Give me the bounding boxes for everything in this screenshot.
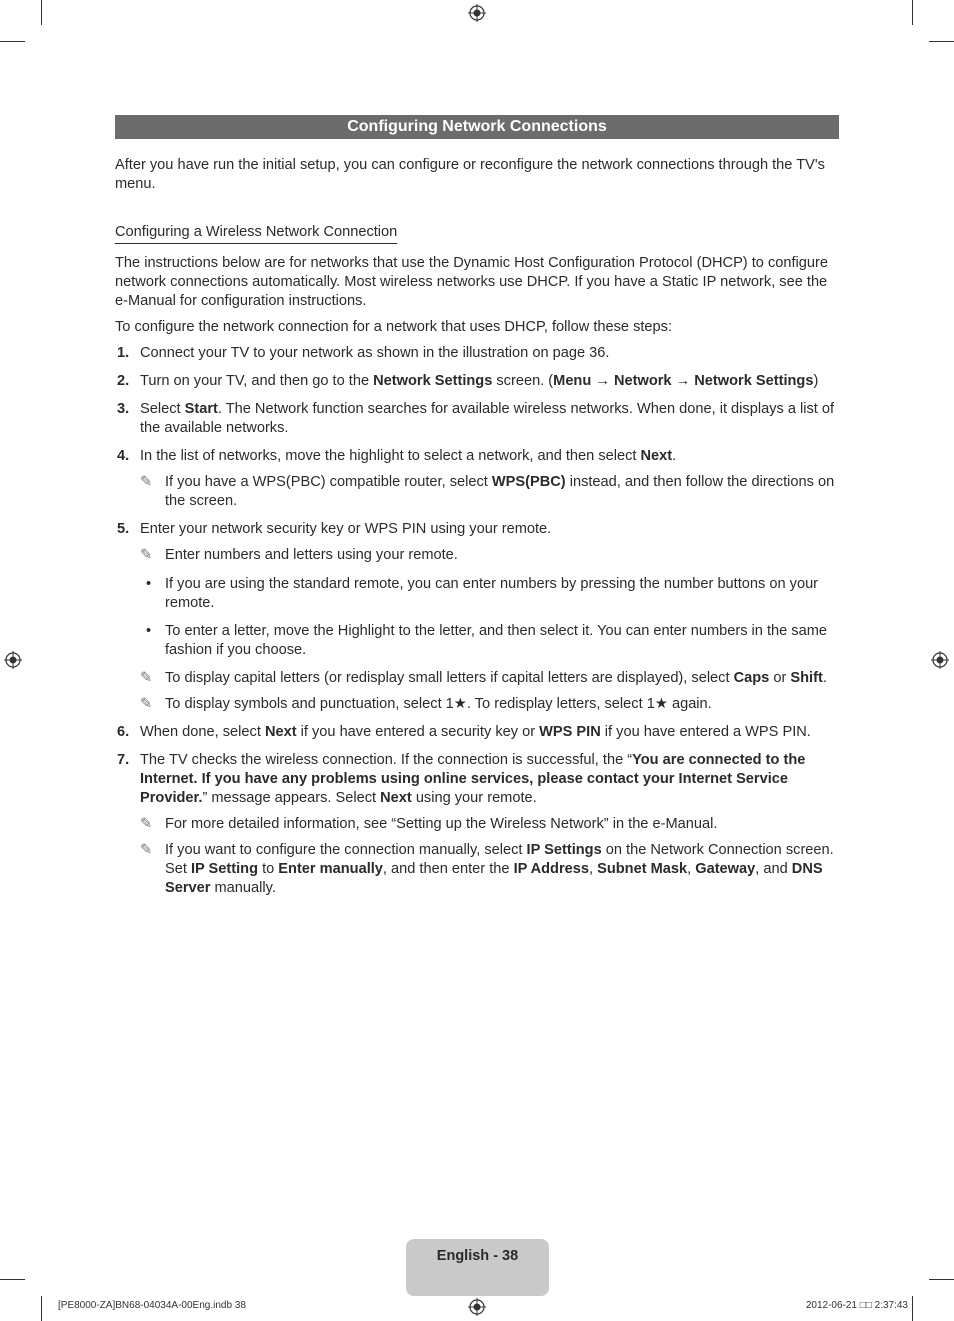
crop-mark [0, 41, 25, 42]
step-number: 5. [117, 521, 130, 537]
paragraph: To configure the network connection for a network that uses DHCP, follow these steps: [115, 319, 673, 335]
registration-mark-icon [4, 651, 22, 669]
crop-mark [912, 0, 913, 25]
registration-mark-icon [931, 651, 949, 669]
imprint-right: 2012-06-21 □□ 2:37:43 [805, 1300, 908, 1311]
step-number: 3. [117, 401, 130, 417]
step-text: Turn on your TV, and then go to the Network Settings screen. (Menu → Network → Network Settings) [140, 373, 819, 389]
step-item [115, 751, 841, 898]
note: ✎ For more detailed information, see “Setting up the Wireless Network” in the e-Manual. [140, 816, 718, 832]
star-icon: ★ [453, 696, 467, 712]
step-text: When done, select Next if you have entered a security key or WPS PIN if you have entered a WPS PIN. [140, 724, 811, 740]
pencil-note-icon: ✎ [140, 474, 153, 490]
pencil-note-icon: ✎ [140, 547, 153, 563]
imprint-left: [PE8000-ZA]BN68-04034A-00Eng.indb 38 [58, 1300, 246, 1311]
page-content [115, 156, 841, 907]
pencil-note-icon: ✎ [140, 816, 153, 832]
note: ✎ Enter numbers and letters using your remote. [140, 547, 458, 563]
step-item [115, 400, 841, 438]
step-number: 4. [117, 448, 130, 464]
pencil-note-icon: ✎ [140, 696, 153, 712]
note: ✎ If you have a WPS(PBC) compatible router, select WPS(PBC) instead, and then follow the directions on the screen. [140, 474, 835, 509]
step-item [115, 344, 841, 363]
crop-mark [0, 1279, 25, 1280]
bullet-item: • To enter a letter, move the Highlight to the letter, and then select it. You can enter numbers in the same fashion if you choose. [146, 623, 827, 658]
step-item [115, 447, 841, 511]
step-number: 1. [117, 345, 130, 361]
note: ✎ If you want to configure the connection manually, select IP Settings on the Network Connection screen. Set IP Setting to Enter manually, and then enter the IP Address, Subnet Mask, Gateway, and DNS Server manually. [140, 842, 834, 896]
crop-mark [912, 1296, 913, 1321]
step-item [115, 372, 841, 391]
step-text: The TV checks the wireless connection. If the connection is successful, the “You are connected to the Internet. If you have any problems using online services, please contact your Internet Service Provider.” message appears. Select Next using your remote. [140, 752, 806, 806]
crop-mark [929, 41, 954, 42]
section-title: Configuring Network Connections [115, 115, 839, 139]
crop-mark [41, 0, 42, 25]
paragraph: The instructions below are for networks that use the Dynamic Host Configuration Protocol (DHCP) to configure network connections automatically. Most wireless networks use DHCP. If you have a Static IP network, see the e-Manual for configuration instructions. [115, 255, 828, 309]
registration-mark-icon [468, 4, 486, 22]
crop-mark [929, 1279, 954, 1280]
star-icon: ★ [654, 696, 668, 712]
intro-paragraph: After you have run the initial setup, you can configure or reconfigure the network connections through the TV's menu. [115, 157, 825, 192]
steps-list [115, 344, 841, 898]
step-number: 2. [117, 373, 130, 389]
step-text: Connect your TV to your network as shown in the illustration on page 36. [140, 345, 610, 361]
crop-mark [41, 1296, 42, 1321]
step-item [115, 520, 841, 714]
bullet-item: • If you are using the standard remote, you can enter numbers by pressing the number buttons on your remote. [146, 576, 819, 611]
note: ✎ To display symbols and punctuation, select 1★. To redisplay letters, select 1★ again. [140, 696, 712, 712]
pencil-note-icon: ✎ [140, 670, 153, 686]
step-text: Enter your network security key or WPS PIN using your remote. [140, 521, 552, 537]
subheading: Configuring a Wireless Network Connection [115, 223, 397, 244]
step-number: 6. [117, 724, 130, 740]
page-number-tab: English - 38 [406, 1239, 549, 1296]
step-item [115, 723, 841, 742]
step-number: 7. [117, 752, 130, 768]
step-text: In the list of networks, move the highlight to select a network, and then select Next. [140, 448, 677, 464]
note: ✎ To display capital letters (or redisplay small letters if capital letters are displayed), select Caps or Shift. [140, 670, 827, 686]
pencil-note-icon: ✎ [140, 842, 153, 858]
bullet-list [140, 575, 841, 660]
step-text: Select Start. The Network function searches for available wireless networks. When done, it displays a list of the available networks. [140, 401, 835, 436]
registration-mark-icon [468, 1298, 486, 1316]
